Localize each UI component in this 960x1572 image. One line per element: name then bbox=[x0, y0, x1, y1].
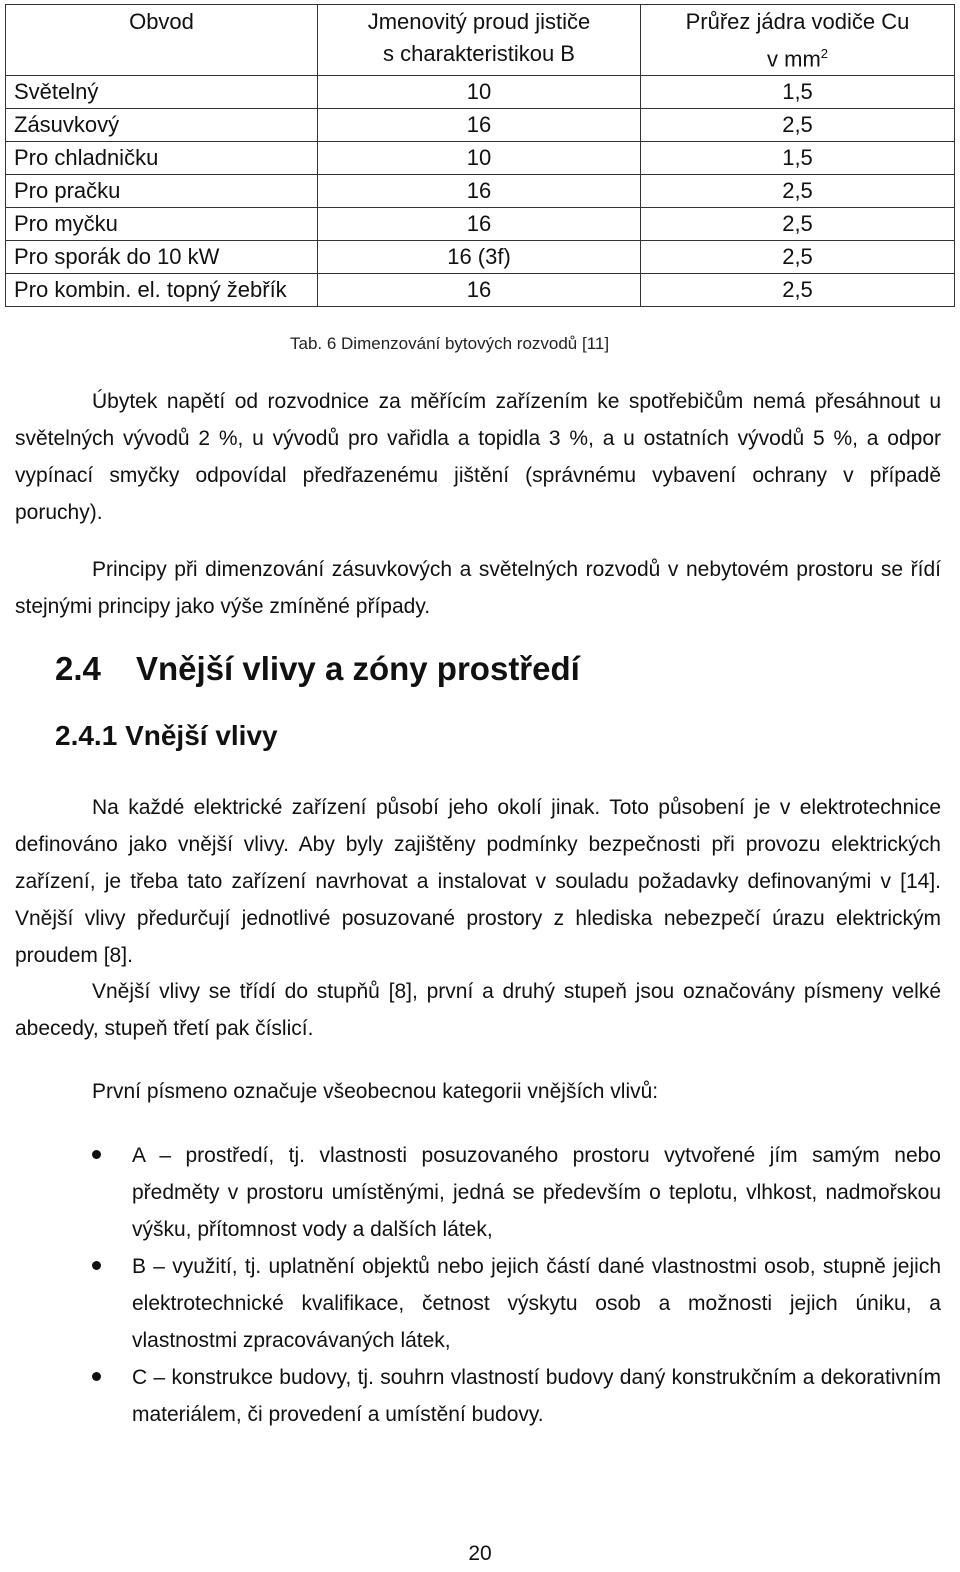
row-breaker: 10 bbox=[318, 76, 641, 109]
list-item: A – prostředí, tj. vlastnosti posuzovaného prostoru vytvořené jím samým nebo předměty v prostoru umístěnými, jedná se především o teplotu, vlhkost, nadmořskou výšku, přítomnost vody a dalších látek, bbox=[90, 1137, 941, 1248]
row-circuit: Pro myčku bbox=[6, 208, 318, 241]
row-circuit: Pro kombin. el. topný žebřík bbox=[6, 274, 318, 307]
row-circuit: Zásuvkový bbox=[6, 109, 318, 142]
table-caption: Tab. 6 Dimenzování bytových rozvodů [11] bbox=[290, 334, 610, 353]
row-breaker: 16 (3f) bbox=[318, 241, 641, 274]
table-row bbox=[6, 241, 955, 274]
bullet-icon bbox=[92, 1150, 101, 1159]
section-heading bbox=[55, 650, 580, 688]
row-cross-section: 2,5 bbox=[641, 175, 955, 208]
paragraph-classification: Vnější vlivy se třídí do stupňů [8], první a druhý stupeň jsou označovány písmeny velké abecedy, stupeň třetí pak číslicí. bbox=[15, 980, 941, 1040]
row-breaker: 16 bbox=[318, 274, 641, 307]
subsection-title: Vnější vlivy bbox=[125, 720, 278, 751]
row-cross-section: 2,5 bbox=[641, 274, 955, 307]
paragraph-external-influences: Na každé elektrické zařízení působí jeho okolí jinak. Toto působení je v elektrotechnice definováno jako vnější vlivy. Aby byly zajištěny podmínky bezpečnosti při provozu elektrických zařízení, je třeba tato zařízení navrhovat a instalovat v souladu požadavky definovanými v [14]. Vnější vlivy předurčují jednotlivé posuzované prostory z hlediska nebezpečí úrazu elektrickým proudem [8]. bbox=[15, 796, 941, 967]
row-cross-section: 1,5 bbox=[641, 142, 955, 175]
dimension-table bbox=[5, 4, 955, 307]
section-title: Vnější vlivy a zóny prostředí bbox=[136, 650, 580, 687]
bullet-icon bbox=[92, 1372, 101, 1381]
row-circuit: Pro pračku bbox=[6, 175, 318, 208]
row-circuit: Pro sporák do 10 kW bbox=[6, 241, 318, 274]
table-row bbox=[6, 208, 955, 241]
paragraph-voltage-drop: Úbytek napětí od rozvodnice za měřícím zařízením ke spotřebičům nemá přesáhnout u světelných vývodů 2 %, u vývodů pro vařidla a topidla 3 %, a u ostatních vývodů 5 %, a odpor vypínací smyčky odpovídal předřazenému jištění (správnému vybavení ochrany v případě poruchy). bbox=[15, 390, 941, 524]
table-row bbox=[6, 76, 955, 109]
table-row bbox=[6, 109, 955, 142]
paragraph-first-letter: První písmeno označuje všeobecnou kategorii vnějších vlivů: bbox=[92, 1080, 659, 1103]
table-row bbox=[6, 142, 955, 175]
row-breaker: 16 bbox=[318, 208, 641, 241]
row-cross-section: 1,5 bbox=[641, 76, 955, 109]
page-number: 20 bbox=[468, 1542, 492, 1565]
subsection-heading bbox=[55, 720, 278, 752]
row-circuit: Světelný bbox=[6, 76, 318, 109]
category-list bbox=[90, 1137, 941, 1433]
section-number: 2.4 bbox=[55, 650, 101, 687]
list-item: C – konstrukce budovy, tj. souhrn vlastností budovy daný konstrukčním a dekorativním materiálem, či provedení a umístění budovy. bbox=[90, 1359, 941, 1433]
header-cross-section: Průřez jádra vodiče Cu v $mm^2$ bbox=[641, 5, 955, 76]
row-cross-section: 2,5 bbox=[641, 241, 955, 274]
header-circuit: Obvod bbox=[6, 5, 318, 76]
paragraph-principles: Principy při dimenzování zásuvkových a světelných rozvodů v nebytovém prostoru se řídí stejnými principy jako výše zmíněné případy. bbox=[15, 558, 941, 618]
row-circuit: Pro chladničku bbox=[6, 142, 318, 175]
row-breaker: 10 bbox=[318, 142, 641, 175]
subsection-number: 2.4.1 bbox=[55, 720, 118, 751]
table-header-row bbox=[6, 5, 955, 76]
list-item: B – využití, tj. uplatnění objektů nebo jejich částí dané vlastnostmi osob, stupně jejich elektrotechnické kvalifikace, četnost výskytu osob a možnosti jejich úniku, a vlastnostmi zpracovávaných látek, bbox=[90, 1248, 941, 1359]
bullet-icon bbox=[92, 1261, 101, 1270]
header-breaker: Jmenovitý proud jističe s charakteristikou B bbox=[318, 5, 641, 76]
row-cross-section: 2,5 bbox=[641, 208, 955, 241]
table-row bbox=[6, 175, 955, 208]
row-cross-section: 2,5 bbox=[641, 109, 955, 142]
row-breaker: 16 bbox=[318, 175, 641, 208]
row-breaker: 16 bbox=[318, 109, 641, 142]
table-row bbox=[6, 274, 955, 307]
